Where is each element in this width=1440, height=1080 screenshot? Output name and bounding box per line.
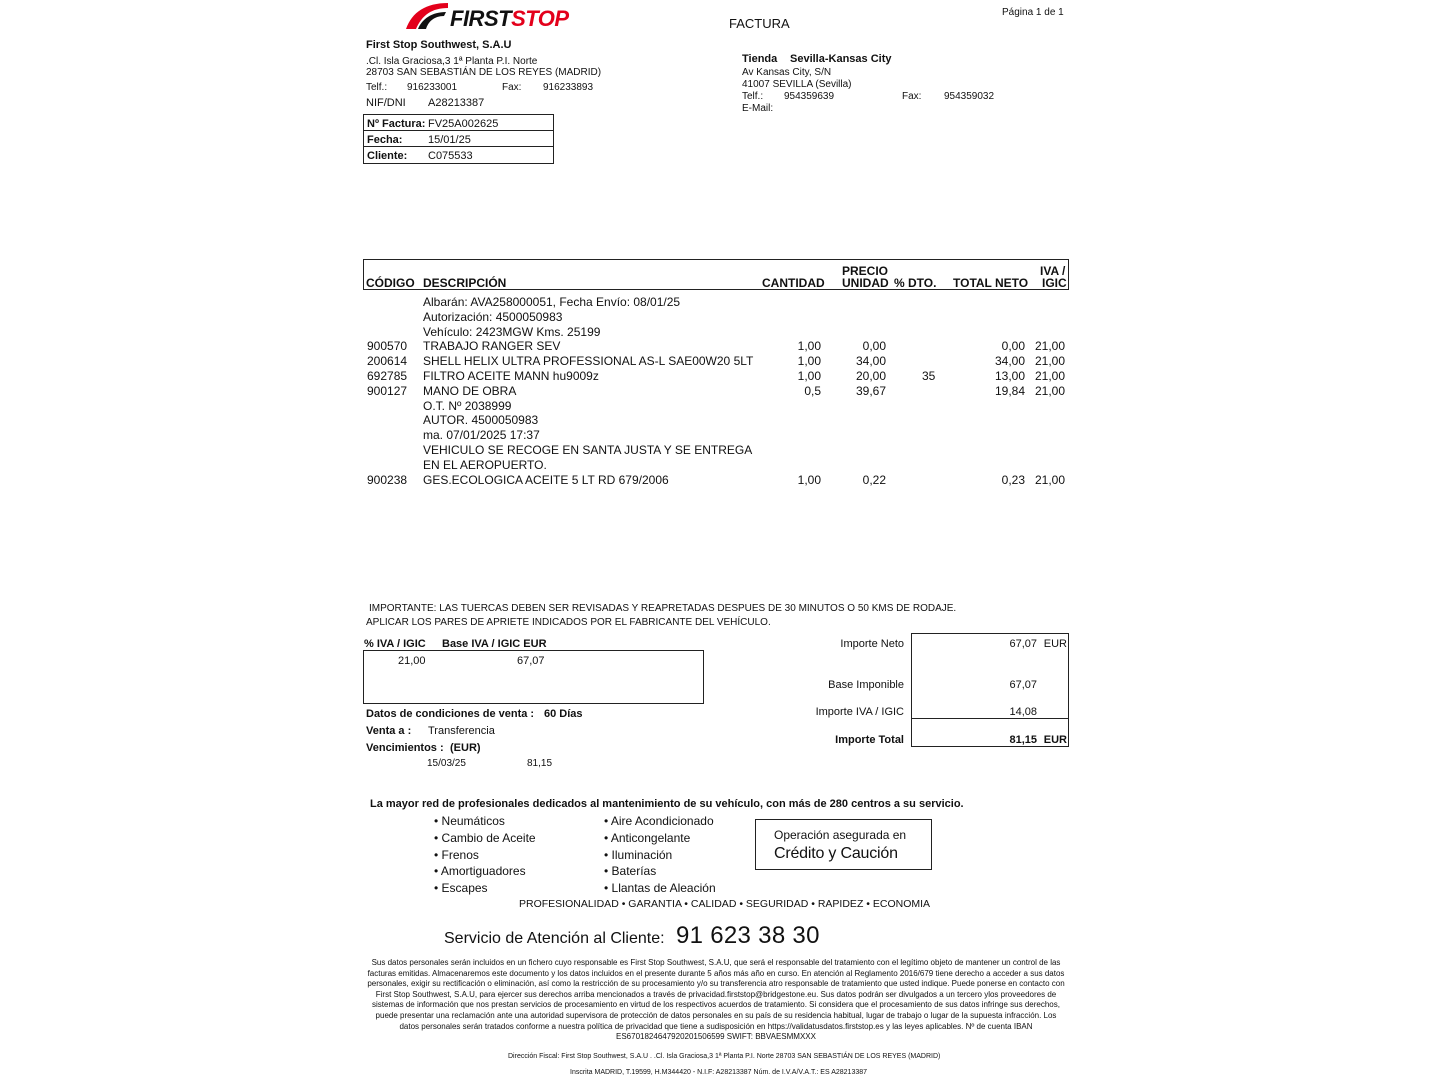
item-description: SHELL HELIX ULTRA PROFESSIONAL AS-L SAE00W20 5LT <box>423 354 754 369</box>
logo-text-first: FIRST <box>450 6 512 31</box>
item-description: VEHICULO SE RECOGE EN SANTA JUSTA Y SE ENTREGA <box>423 443 753 457</box>
service-item: • Anticongelante <box>604 830 691 845</box>
item-description: MANO DE OBRA <box>423 383 517 398</box>
taxable-base: 67,07 <box>1009 679 1037 691</box>
store-name: Sevilla-Kansas City <box>790 53 892 65</box>
item-description: EN EL AEROPUERTO. <box>423 457 547 472</box>
col-net-total: TOTAL NETO <box>953 276 1029 290</box>
brand-values: PROFESIONALIDAD • GARANTIA • CALIDAD • SEGURIDAD • RAPIDEZ • ECONOMIA <box>519 898 931 910</box>
service-item: • Llantas de Aleación <box>604 881 716 896</box>
table-row <box>367 443 1067 458</box>
table-row <box>367 428 1067 443</box>
insurance-line-1: Operación asegurada en <box>774 828 907 842</box>
insurance-line-2: Crédito y Caución <box>774 845 898 862</box>
table-row <box>367 384 1067 399</box>
vat-base: 67,07 <box>517 655 545 667</box>
item-description: Albarán: AVA258000051, Fecha Envío: 08/01/25 <box>423 295 681 309</box>
totals-box <box>911 633 1069 747</box>
net-currency: EUR <box>1043 638 1067 650</box>
item-unit-price: 0,00 <box>862 339 886 354</box>
service-item: • Neumáticos <box>434 814 505 828</box>
table-row <box>367 295 1067 310</box>
table-row <box>367 325 1067 340</box>
item-vat: 21,00 <box>1034 339 1065 354</box>
notice-line-1: IMPORTANTE: LAS TUERCAS DEBEN SER REVISADAS Y REAPRETADAS DESPUES DE 30 MINUTOS O 50 KMS DE RODAJE. <box>369 603 957 614</box>
item-unit-price: 0,22 <box>862 472 886 487</box>
item-code: 692785 <box>367 369 408 383</box>
item-code: 900570 <box>367 339 408 354</box>
col-discount: % DTO. <box>894 276 937 290</box>
invoice-number: FV25A002625 <box>428 118 499 130</box>
network-headline: La mayor red de profesionales dedicados al mantenimiento de su vehículo, con más de 280 centros a su servicio. <box>370 798 964 810</box>
table-row <box>367 369 1067 384</box>
item-description: GES.ECOLOGICA ACEITE 5 LT RD 679/2006 <box>423 472 669 487</box>
service-item: • Iluminación <box>604 847 673 862</box>
table-row <box>367 354 1067 369</box>
item-quantity: 1,00 <box>797 369 821 383</box>
item-vat: 21,00 <box>1034 354 1065 369</box>
taxable-base-label: Base Imponible <box>828 679 904 691</box>
page-info: Página 1 de 1 <box>1002 7 1064 18</box>
due-currency: (EUR) <box>450 742 481 754</box>
registry-info: Inscrita MADRID, T.19599, H.M344420 - N.I.F: A28213387 Núm. de I.V.A/V.A.T.: ES A28213387 <box>570 1069 868 1076</box>
services-list-2 <box>604 813 716 897</box>
store-fax: 954359032 <box>944 91 995 102</box>
store-address-2: 41007 SEVILLA (Sevilla) <box>742 79 852 90</box>
store-tel-label: Telf.: <box>742 91 764 102</box>
due-dates-label: Vencimientos : <box>366 742 444 754</box>
net-amount-label: Importe Neto <box>840 638 904 650</box>
total-amount: 81,15 <box>1009 734 1037 746</box>
store-tel: 954359639 <box>784 91 835 102</box>
document-title: FACTURA <box>729 16 790 31</box>
vat-summary-box <box>363 650 704 704</box>
vat-base-label: Base IVA / IGIC EUR <box>442 638 547 650</box>
service-item: • Baterías <box>604 864 657 879</box>
net-amount: 67,07 <box>1009 638 1037 650</box>
item-code: 200614 <box>367 354 408 369</box>
item-description: AUTOR. 4500050983 <box>423 413 539 428</box>
col-quantity: CANTIDAD <box>762 276 825 290</box>
invoice-date-label: Fecha: <box>367 134 403 146</box>
item-code: 900238 <box>367 472 408 487</box>
item-net-total: 0,00 <box>1001 339 1025 354</box>
customer-service-phone: 91 623 38 30 <box>676 922 820 949</box>
company-address-1: .Cl. Isla Graciosa,3 1ª Planta P.I. Norte <box>366 56 538 67</box>
services-list-1 <box>434 813 536 897</box>
vat-amount-label: Importe IVA / IGIC <box>815 706 904 718</box>
vat-amount: 14,08 <box>1009 706 1037 718</box>
item-net-total: 19,84 <box>994 383 1025 398</box>
total-currency: EUR <box>1043 734 1067 746</box>
company-fax: 916233893 <box>543 82 594 93</box>
item-description: Vehículo: 2423MGW Kms. 25199 <box>423 324 601 339</box>
service-item: • Amortiguadores <box>434 864 526 879</box>
item-description: FILTRO ACEITE MANN hu9009z <box>423 369 599 383</box>
company-nif: A28213387 <box>428 97 485 109</box>
service-item: • Frenos <box>434 847 479 862</box>
sale-terms-label: Datos de condiciones de venta : <box>366 708 535 720</box>
col-vat-2: IGIC <box>1042 276 1067 290</box>
notice-line-2: APLICAR LOS PARES DE APRIETE INDICADOS POR EL FABRICANTE DEL VEHÍCULO. <box>366 617 771 628</box>
table-row <box>367 310 1067 325</box>
item-unit-price: 20,00 <box>855 369 886 383</box>
item-unit-price: 34,00 <box>855 354 886 369</box>
col-vat-1: IVA / <box>1040 264 1066 278</box>
sale-to-label: Venta a : <box>366 725 412 737</box>
service-item: • Aire Acondicionado <box>604 814 714 828</box>
col-code: CÓDIGO <box>366 276 415 290</box>
item-net-total: 0,23 <box>1001 472 1025 487</box>
table-row <box>367 458 1067 473</box>
total-amount-label: Importe Total <box>835 734 904 746</box>
privacy-notice: Sus datos personales serán incluidos en un fichero cuyo responsable es First Stop Southwest, S.A.U, que será el responsable del tratamiento con el legítimo objeto de mantener un control de las facturas emitidas. Almacenaremos este documento y los datos incluidos en el presente durante 5 años más año en curso. En atención al Reglamento 2016/679 tiene derecho a acceder a sus datos personales, exigir su rectificación o eliminación, así como la restricción de su procesamiento y/o su transferencia atro responsable de tratamiento que usted indique. Puede ponerse en contacto con First Stop Southwest, S.A.U, para ejercer sus derechos arriba mencionados a través de privacidad.firststop@bridgestone.eu. Sus datos podrán ser divulgados a un tercero ylos proveedores de sistemas de información que nos prestan servicios de procesamiento en virtud de los respectivos acuerdos de tratamiento. Si considera que el procesamiento de sus datos infringe sus derechos, puede presentar una reclamación ante una autoridad supervisora de protección de datos personales en su país de su residencia habitual, lugar de trabajo o lugar de la supuesta infracción. Los datos personales serán tratados conforme a nuestra política de privacidad que tiene a sudisposición en https://validatusdatos.firststop.es y las leyes aplicables. Nº de cuenta IBAN ES6701824647920201506599 SWIFT: BBVAESMMXXX <box>367 958 1065 1042</box>
table-row <box>367 339 1067 354</box>
col-unit-price-1: PRECIO <box>842 264 889 278</box>
item-quantity: 1,00 <box>797 472 821 487</box>
item-description: Autorización: 4500050983 <box>423 309 563 324</box>
insurance-box <box>755 819 932 870</box>
logo-text-stop: STOP <box>511 6 569 31</box>
item-vat: 21,00 <box>1034 383 1065 398</box>
item-description: ma. 07/01/2025 17:37 <box>423 428 540 443</box>
col-unit-price-2: UNIDAD <box>842 276 889 290</box>
item-vat: 21,00 <box>1034 369 1065 383</box>
sale-terms: 60 Días <box>544 708 583 720</box>
invoice-date: 15/01/25 <box>428 134 471 146</box>
company-fax-label: Fax: <box>502 82 522 93</box>
item-description: TRABAJO RANGER SEV <box>423 339 561 354</box>
table-row <box>367 473 1067 488</box>
item-quantity: 0,5 <box>804 383 821 398</box>
company-tel-label: Telf.: <box>366 82 388 93</box>
item-net-total: 13,00 <box>994 369 1025 383</box>
service-item: • Cambio de Aceite <box>434 830 536 845</box>
item-quantity: 1,00 <box>797 354 821 369</box>
item-net-total: 34,00 <box>994 354 1025 369</box>
item-quantity: 1,00 <box>797 339 821 354</box>
item-code: 900127 <box>367 383 408 398</box>
client-label: Cliente: <box>367 150 408 162</box>
company-address-2: 28703 SAN SEBASTIÁN DE LOS REYES (MADRID) <box>366 67 602 78</box>
store-label: Tienda <box>742 53 778 65</box>
client-code: C075533 <box>428 150 473 162</box>
item-discount: 35 <box>922 369 936 383</box>
table-row <box>367 399 1067 414</box>
company-name: First Stop Southwest, S.A.U <box>366 39 512 51</box>
item-vat: 21,00 <box>1034 472 1065 487</box>
tire-icon <box>404 2 450 30</box>
store-address-1: Av Kansas City, S/N <box>742 67 832 78</box>
customer-service-label: Servicio de Atención al Cliente: <box>444 930 665 947</box>
col-description: DESCRIPCIÓN <box>423 276 507 290</box>
invoice-number-label: Nº Factura: <box>367 118 426 130</box>
vat-rate: 21,00 <box>398 655 426 667</box>
sale-to: Transferencia <box>428 725 495 737</box>
due-date: 15/03/25 <box>427 758 466 769</box>
table-row <box>367 413 1067 428</box>
fiscal-address: Dirección Fiscal: First Stop Southwest, S.A.U . .Cl. Isla Graciosa,3 1ª Planta P.I. Norte 28703 SAN SEBASTIÁN DE LOS REYES (MADRID) <box>508 1053 941 1060</box>
store-email-label: E-Mail: <box>742 103 774 114</box>
store-fax-label: Fax: <box>902 91 922 102</box>
vat-rate-label: % IVA / IGIC <box>364 638 426 650</box>
item-description: O.T. Nº 2038999 <box>423 398 512 413</box>
company-nif-label: NIF/DNI <box>366 97 406 109</box>
due-amount: 81,15 <box>527 758 553 769</box>
service-item: • Escapes <box>434 881 488 896</box>
item-unit-price: 39,67 <box>855 383 886 398</box>
invoice-info-box <box>363 114 554 164</box>
company-tel: 916233001 <box>407 82 458 93</box>
